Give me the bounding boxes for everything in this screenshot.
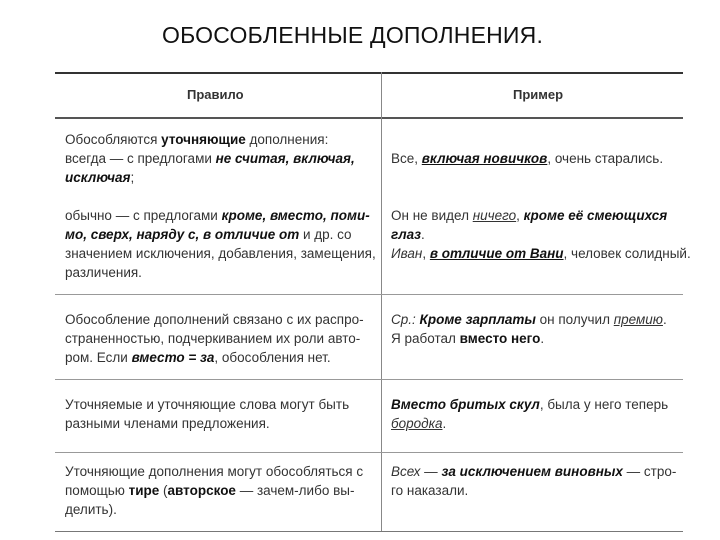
text-segment: различения. [65,265,142,280]
row-separator [55,452,683,453]
text-segment: ром. Если [65,350,132,365]
text-segment: , [422,246,430,261]
text-segment: делить). [65,502,117,517]
text-segment: обычно — с предлогами [65,208,222,223]
text-segment: бородка [391,416,443,431]
text-segment: включая новичков [421,151,548,166]
row-1-example [391,130,691,263]
text-segment: и др. со [299,227,352,242]
text-segment: ( [159,483,168,498]
text-line [391,149,681,168]
row-3-rule [65,395,371,433]
row-4-example [391,462,681,500]
text-line [391,130,681,149]
text-segment: — зачем-либо вы- [235,483,355,498]
table-top-rule [55,72,683,74]
text-segment: . [421,227,425,242]
text-segment: — стро- [622,464,677,479]
header-example: Пример [513,87,564,102]
row-2-rule [65,310,371,367]
text-segment: Уточняющие дополнения могут обособляться с [65,464,364,479]
text-segment: кроме её смеющихся [523,208,668,223]
text-line [65,329,371,348]
rules-table [55,72,691,532]
text-line [391,462,681,481]
text-segment: ; [130,170,135,185]
text-line [391,168,681,187]
text-segment: мо, сверх, наряду с, в отличие от [65,227,300,242]
text-segment: всегда — с предлогами [65,151,216,166]
header-rule: Правило [187,87,244,102]
text-segment: тире [128,483,160,498]
text-line [391,414,681,433]
column-divider [381,72,382,532]
slide-title: ОБОСОБЛЕННЫЕ ДОПОЛНЕНИЯ. [162,22,544,48]
text-segment: страненностью, подчеркиванием их роли авто- [65,331,361,346]
text-line [391,310,681,329]
text-segment: авторское [167,483,236,498]
text-segment: Уточняемые и уточняющие слова могут быть [65,397,350,412]
text-segment: , была у него теперь [539,397,669,412]
text-line [391,329,681,348]
text-segment: Все, [391,151,422,166]
text-line [65,130,371,149]
text-segment: уточняющие [161,132,246,147]
row-2-example [391,310,681,348]
text-line [391,395,681,414]
text-line [65,462,371,481]
text-segment: не считая, включая, [215,151,355,166]
text-segment: Обособляются [65,132,162,147]
row-4-rule [65,462,371,519]
text-line [391,187,681,206]
text-segment: Всех [391,464,421,479]
text-line [391,206,681,225]
text-segment: кроме, вместо, поми- [221,208,370,223]
text-segment: глаз [391,227,421,242]
text-segment: . [442,416,447,431]
text-segment: помощью [65,483,129,498]
text-segment: го наказали. [391,483,469,498]
text-line [391,481,681,500]
text-line [65,149,371,168]
text-line [65,395,371,414]
text-segment: значением исключения, добавления, замещения, [65,246,376,261]
text-line [65,481,371,500]
text-segment: Кроме зарплаты [419,312,536,327]
text-segment: . [662,312,667,327]
text-line [391,244,691,263]
table-bottom-rule [55,531,683,532]
text-segment: , очень старались. [547,151,664,166]
text-segment: ничего [472,208,517,223]
text-segment: , обособления нет. [214,350,331,365]
text-segment: Я работал [391,331,460,346]
text-segment: Ср.: [391,312,416,327]
text-line [65,187,371,206]
text-line [65,348,371,367]
text-segment: он получил [535,312,614,327]
text-segment: премию [613,312,663,327]
text-segment: за исключением виновных [441,464,623,479]
text-segment: исключая [65,170,131,185]
text-line [391,225,681,244]
text-line [65,225,371,244]
text-segment: Обособление дополнений связано с их распро- [65,312,364,327]
text-segment: дополнения: [245,132,329,147]
row-1-rule [65,130,376,282]
header-rule-line [55,117,683,119]
text-line [65,244,376,263]
text-line [65,263,371,282]
text-segment: Вместо бритых скул [391,397,540,412]
text-segment: разными членами предложения. [65,416,270,431]
text-segment: . [540,331,545,346]
text-segment: , [516,208,524,223]
text-line [65,500,371,519]
row-separator [55,379,683,380]
row-separator [55,294,683,295]
text-segment: Он не видел [391,208,473,223]
text-segment: в отличие от Вани [429,246,564,261]
text-line [65,206,371,225]
text-segment: , человек солидный. [563,246,691,261]
row-3-example [391,395,681,433]
text-line [65,310,371,329]
text-segment: — [420,464,442,479]
text-segment: вместо него [459,331,541,346]
text-line [65,168,371,187]
text-segment: Иван [391,246,423,261]
text-line [65,414,371,433]
text-segment: вместо = за [131,350,215,365]
